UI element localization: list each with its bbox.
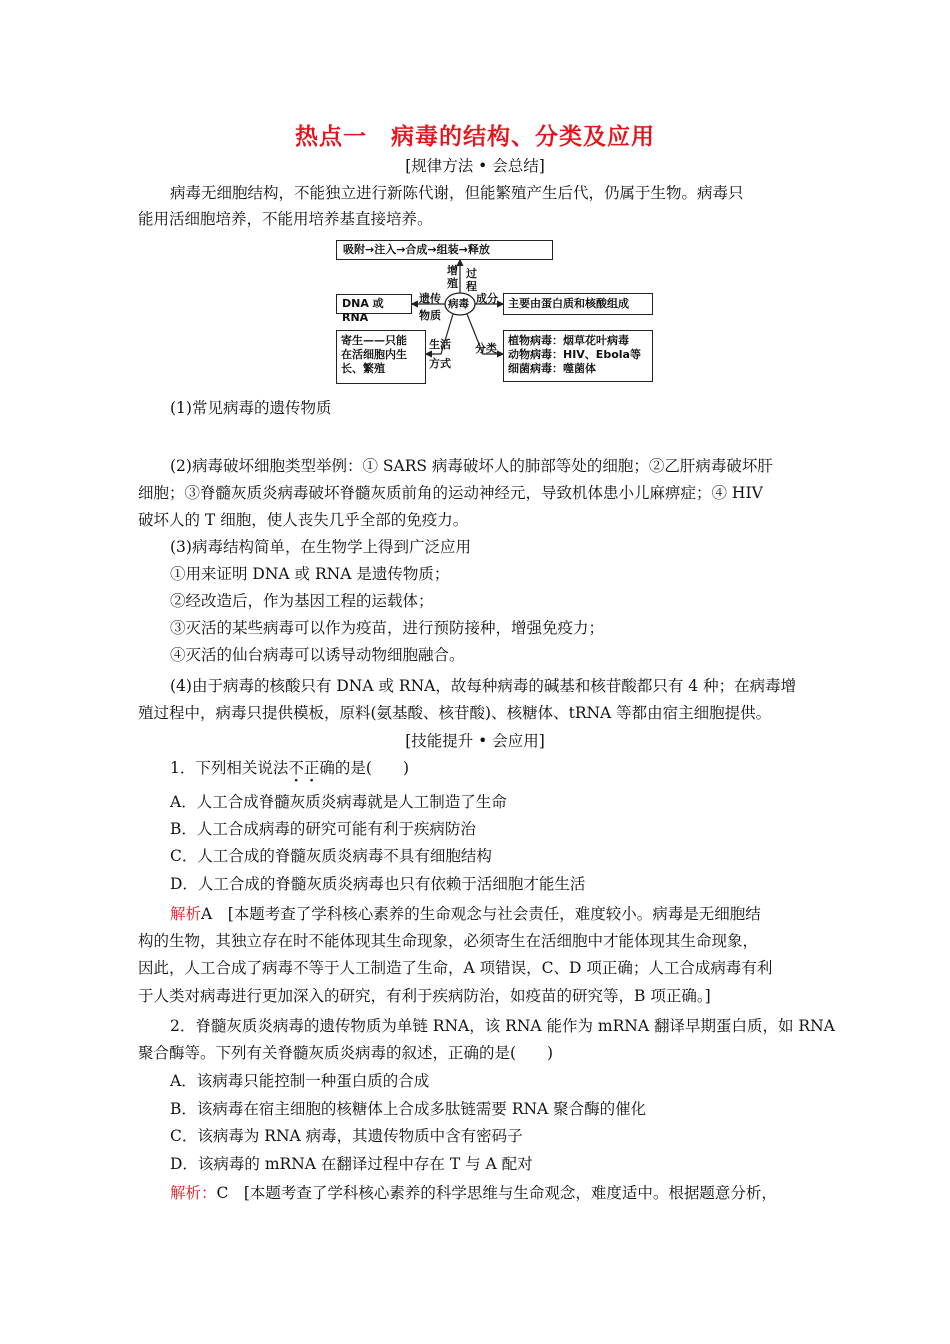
q2-option-c: C．该病毒为 RNA 病毒，其遗传物质中含有密码子 <box>170 1127 523 1145</box>
q1-emphasis-zheng: 正 <box>303 759 320 777</box>
classification-line-3: 细菌病毒：噬菌体 <box>508 362 596 375</box>
point-3: (3)病毒结构简单，在生物学上得到广泛应用 <box>170 538 471 556</box>
point-2-line-3: 破坏人的 T 细胞，使人丧失几乎全部的免疫力。 <box>138 511 469 529</box>
q1-option-d: D．人工合成的脊髓灰质炎病毒也只有依赖于活细胞才能生活 <box>170 875 586 893</box>
label-yi-chuan: 遗传 <box>419 292 441 305</box>
classification-box <box>503 330 653 382</box>
q2-analysis-text: C [本题考查了学科核心素养的科学思维与生命观念，难度适中。根据题意分析， <box>216 1184 777 1202</box>
section-heading-skills: [技能提升 • 会应用] <box>405 732 545 750</box>
label-sheng-huo: 生活 <box>429 338 451 351</box>
center-label-virus: 病毒 <box>448 298 469 310</box>
question-2-stem-line-2: 聚合酶等。下列有关脊髓灰质炎病毒的叙述，正确的是( ) <box>138 1044 554 1062</box>
question-1-stem <box>170 758 830 778</box>
point-3-item-2: ②经改造后，作为基因工程的运载体； <box>170 592 434 610</box>
label-zhi: 殖 <box>447 277 458 290</box>
section-heading-methods: [规律方法 • 会总结] <box>405 157 545 175</box>
point-3-item-3: ③灭活的某些病毒可以作为疫苗，进行预防接种，增强免疫力； <box>170 619 605 637</box>
intro-line-2: 能用活细胞培养，不能用培养基直接培养。 <box>138 210 433 228</box>
q1-analysis-line-2: 构的生物，其独立存在时不能体现其生命现象，必须寄生在活细胞中才能体现其生命现象， <box>138 932 759 950</box>
q2-option-b: B．该病毒在宿主细胞的核糖体上合成多肽链需要 RNA 聚合酶的催化 <box>170 1100 647 1118</box>
label-cheng: 程 <box>466 280 477 293</box>
q1-stem-post: 确的是( ) <box>319 759 410 777</box>
q1-stem-pre: 1．下列相关说法 <box>170 759 289 777</box>
question-2-stem-line-1: 2．脊髓灰质炎病毒的遗传物质为单链 RNA，该 RNA 能作为 mRNA 翻译早期蛋白质，如 RNA <box>170 1017 835 1035</box>
q1-emphasis-bu: 不 <box>288 759 304 777</box>
intro-line-1: 病毒无细胞结构，不能独立进行新陈代谢，但能繁殖产生后代，仍属于生物。病毒只 <box>170 184 744 202</box>
q1-analysis-line-1 <box>170 904 830 924</box>
point-2-line-1: (2)病毒破坏细胞类型举例：① SARS 病毒破坏人的肺部等处的细胞；②乙肝病毒破坏肝 <box>170 457 773 475</box>
label-zeng: 增 <box>447 264 458 277</box>
lifestyle-line-1: 寄生——只能 <box>341 334 407 347</box>
classification-line-1: 植物病毒：烟草花叶病毒 <box>508 334 629 347</box>
label-fang-shi: 方式 <box>429 357 451 370</box>
q1-option-b: B．人工合成病毒的研究可能有利于疾病防治 <box>170 820 476 838</box>
point-3-item-4: ④灭活的仙台病毒可以诱导动物细胞融合。 <box>170 646 465 664</box>
q2-option-a: A．该病毒只能控制一种蛋白质的合成 <box>170 1072 430 1090</box>
q2-analysis-label: 解析： <box>170 1184 217 1202</box>
lifestyle-line-2: 在活细胞内生 <box>341 348 407 361</box>
q1-analysis-text: A [本题考查了学科核心素养的生命观念与社会责任，难度较小。病毒是无细胞结 <box>201 905 761 923</box>
point-4-line-1: (4)由于病毒的核酸只有 DNA 或 RNA，故每种病毒的碱基和核苷酸都只有 4 种；在病毒增 <box>170 677 797 695</box>
lifestyle-box <box>336 330 426 384</box>
virus-concept-diagram <box>333 236 655 386</box>
label-cheng-fen: 成分 <box>476 292 498 305</box>
label-guo: 过 <box>466 267 477 280</box>
page-title: 热点一 病毒的结构、分类及应用 <box>295 124 655 150</box>
lifecycle-box: 吸附→注入→合成→组装→释放 <box>336 240 553 260</box>
composition-box: 主要由蛋白质和核酸组成 <box>503 293 653 315</box>
classification-line-2: 动物病毒：HIV、Ebola等 <box>508 348 641 361</box>
q1-analysis-line-4: 于人类对病毒进行更加深入的研究，有利于疾病防治，如疫苗的研究等，B 项正确。] <box>138 987 711 1005</box>
lifestyle-line-3: 长、繁殖 <box>341 362 385 375</box>
q1-analysis-label: 解析 <box>170 905 202 923</box>
label-wu-zhi: 物质 <box>419 309 441 322</box>
genetic-material-box: DNA 或 RNA <box>336 294 412 314</box>
q1-option-a: A．人工合成脊髓灰质炎病毒就是人工制造了生命 <box>170 793 507 811</box>
q2-analysis-line-1 <box>170 1183 830 1203</box>
point-1: (1)常见病毒的遗传物质 <box>170 399 332 417</box>
q2-option-d: D．该病毒的 mRNA 在翻译过程中存在 T 与 A 配对 <box>170 1155 533 1173</box>
point-3-item-1: ①用来证明 DNA 或 RNA 是遗传物质； <box>170 565 450 583</box>
point-2-line-2: 细胞；③脊髓灰质炎病毒破坏脊髓灰质前角的运动神经元，导致机体患小儿麻痹症；④ HIV <box>138 484 763 502</box>
q1-analysis-line-3: 因此，人工合成了病毒不等于人工制造了生命，A 项错误，C、D 项正确；人工合成病毒有利 <box>138 959 773 977</box>
q1-option-c: C．人工合成的脊髓灰质炎病毒不具有细胞结构 <box>170 847 492 865</box>
point-4-line-2: 殖过程中，病毒只提供模板，原料(氨基酸、核苷酸)、核糖体、tRNA 等都由宿主细胞提供。 <box>138 704 772 722</box>
label-fen-lei: 分类 <box>475 342 497 355</box>
